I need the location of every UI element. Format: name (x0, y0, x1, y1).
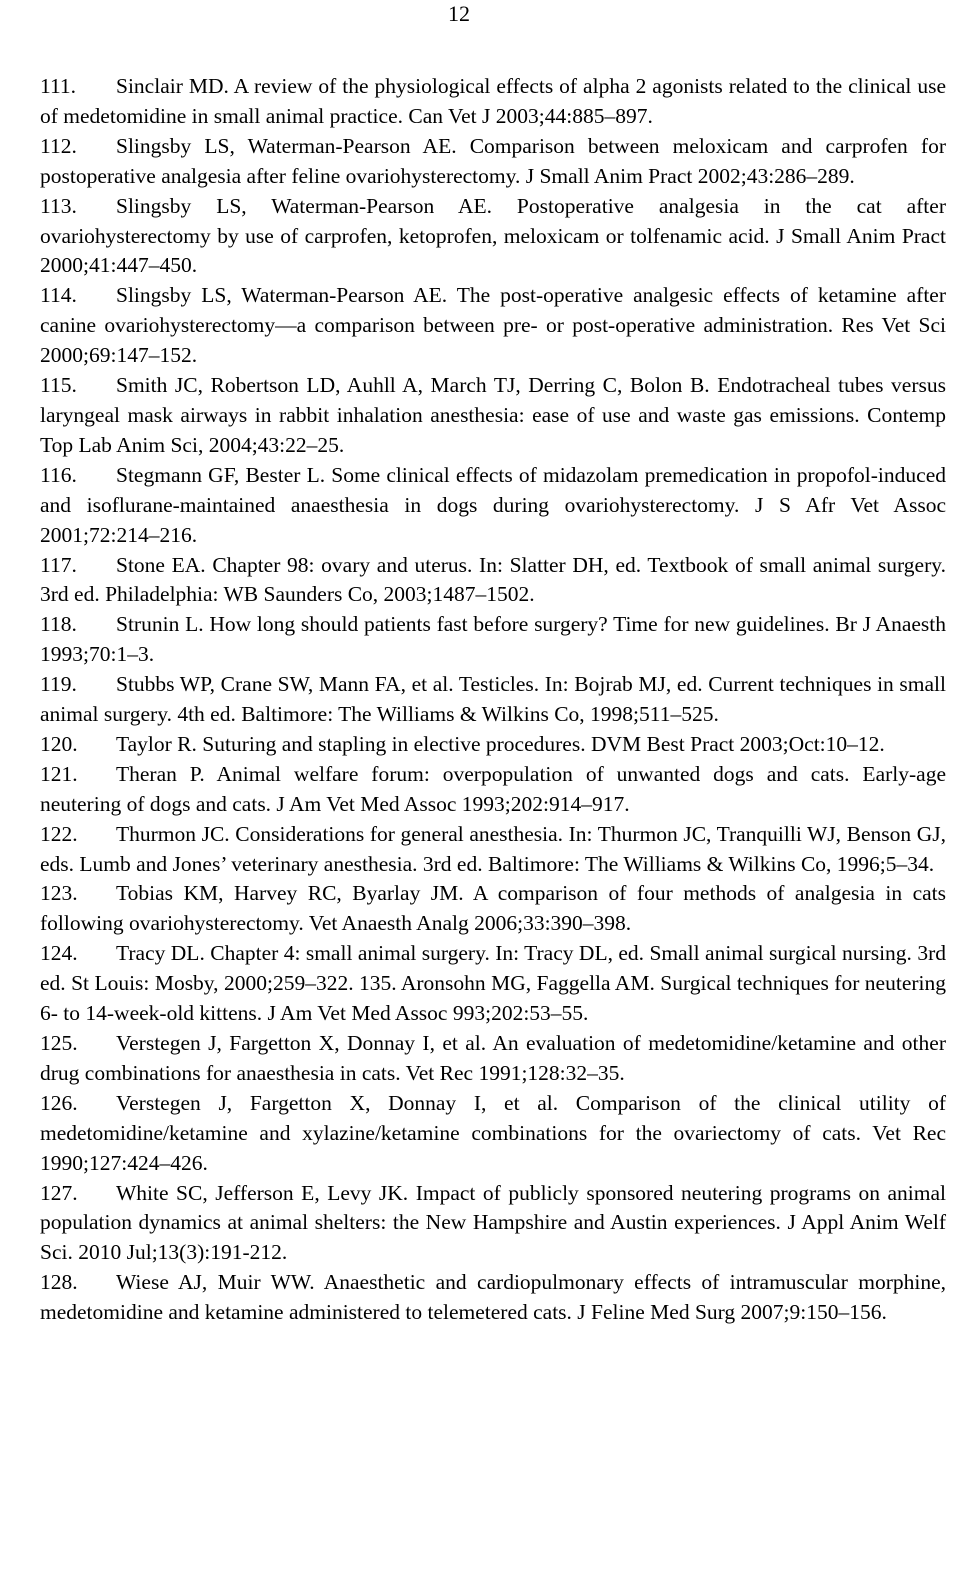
reference-item (40, 192, 946, 282)
reference-number: 112. (40, 133, 77, 158)
reference-text: Slingsby LS, Waterman-Pearson AE. Comparison between meloxicam and carprofen for postoperative analgesia after feline ovariohysterectomy. J Small Anim Pract 2002;43:286–289. (40, 133, 946, 188)
reference-text: Smith JC, Robertson LD, Auhll A, March TJ, Derring C, Bolon B. Endotracheal tubes versus laryngeal mask airways in rabbit inhalation anesthesia: ease of use and waste gas emissions. Contemp Top Lab Anim Sci, 2004;43:22–25. (40, 373, 946, 457)
reference-number: 127. (40, 1180, 78, 1205)
reference-item (40, 1089, 946, 1179)
reference-text: Theran P. Animal welfare forum: overpopulation of unwanted dogs and cats. Early-age neutering of dogs and cats. J Am Vet Med Assoc 1993;202:914–917. (40, 761, 946, 816)
reference-text: Slingsby LS, Waterman-Pearson AE. The post-operative analgesic effects of ketamine after canine ovariohysterectomy—a comparison between pre- or post-operative administration. Res Vet Sci 2000;69:147–152. (40, 283, 946, 368)
reference-text: Stone EA. Chapter 98: ovary and uterus. In: Slatter DH, ed. Textbook of small animal surgery. 3rd ed. Philadelphia: WB Saunders Co, 2003;1487–1502. (40, 552, 946, 607)
reference-item (40, 939, 946, 1029)
reference-item (40, 132, 946, 192)
reference-item (40, 730, 946, 760)
reference-item (40, 1029, 946, 1089)
reference-number: 122. (40, 821, 78, 846)
reference-item (40, 461, 946, 551)
reference-number: 126. (40, 1090, 78, 1115)
reference-item (40, 281, 946, 371)
reference-item (40, 371, 946, 461)
reference-number: 111. (40, 74, 77, 98)
reference-item (40, 1179, 946, 1269)
reference-text: Tobias KM, Harvey RC, Byarlay JM. A comparison of four methods of analgesia in cats following ovariohysterectomy. Vet Anaesth Analg 2006;33:390–398. (40, 881, 946, 936)
reference-item (40, 610, 946, 670)
reference-text: Taylor R. Suturing and stapling in elective procedures. DVM Best Pract 2003;Oct:10–12. (116, 731, 885, 756)
reference-text: Stubbs WP, Crane SW, Mann FA, et al. Testicles. In: Bojrab MJ, ed. Current techniques in small animal surgery. 4th ed. Baltimore: The Williams & Wilkins Co, 1998;511–525. (40, 672, 946, 727)
reference-number: 119. (40, 672, 77, 697)
reference-text: White SC, Jefferson E, Levy JK. Impact of publicly sponsored neutering programs on animal population dynamics at animal shelters: the New Hampshire and Austin experiences. J Appl Anim Welf Sci. 2010 Jul;13(3):191-212. (40, 1180, 946, 1265)
reference-item (40, 670, 946, 730)
reference-number: 118. (40, 612, 77, 637)
reference-text: Verstegen J, Fargetton X, Donnay I, et al. Comparison of the clinical utility of medetomidine/ketamine and xylazine/ketamine combinations for the ovariectomy of cats. Vet Rec 1990;127:424–426. (40, 1090, 946, 1175)
reference-number: 113. (40, 193, 77, 218)
reference-text: Stegmann GF, Bester L. Some clinical effects of midazolam premedication in propofol-induced and isoflurane-maintained anaesthesia in dogs during ovariohysterectomy. J S Afr Vet Assoc 2001;72:214–216. (40, 462, 946, 547)
reference-text: Sinclair MD. A review of the physiological effects of alpha 2 agonists related to the clinical use of medetomidine in small animal practice. Can Vet J 2003;44:885–897. (40, 74, 946, 128)
reference-text: Strunin L. How long should patients fast before surgery? Time for new guidelines. Br J Anaesth 1993;70:1–3. (40, 612, 946, 667)
page-number: 12 (448, 1, 470, 26)
reference-item (40, 551, 946, 611)
reference-item (40, 760, 946, 820)
reference-text: Thurmon JC. Considerations for general anesthesia. In: Thurmon JC, Tranquilli WJ, Benson GJ, eds. Lumb and Jones’ veterinary anesthesia. 3rd ed. Baltimore: The Williams & Wilkins Co, 1996;5–34. (40, 821, 946, 876)
reference-item (40, 1268, 946, 1328)
reference-number: 124. (40, 941, 78, 966)
reference-number: 125. (40, 1031, 78, 1055)
reference-text: Tracy DL. Chapter 4: small animal surgery. In: Tracy DL, ed. Small animal surgical nursing. 3rd ed. St Louis: Mosby, 2000;259–322. 135. Aronsohn MG, Faggella AM. Surgical techniques for neutering 6- to 14-week-old kittens. J Am Vet Med Assoc 993;202:53–55. (40, 941, 946, 1026)
reference-number: 114. (40, 283, 77, 308)
reference-number: 115. (40, 373, 77, 398)
reference-text: Verstegen J, Fargetton X, Donnay I, et al. An evaluation of medetomidine/ketamine and other drug combinations for anaesthesia in cats. Vet Rec 1991;128:32–35. (40, 1031, 946, 1085)
reference-item (40, 820, 946, 880)
reference-list (40, 72, 946, 1328)
reference-item (40, 879, 946, 939)
reference-number: 121. (40, 761, 78, 786)
reference-item (40, 72, 946, 132)
reference-number: 123. (40, 881, 78, 906)
reference-text: Slingsby LS, Waterman-Pearson AE. Postoperative analgesia in the cat after ovariohysterectomy by use of carprofen, ketoprofen, meloxicam or tolfenamic acid. J Small Anim Pract 2000;41:447–450. (40, 193, 946, 278)
reference-number: 116. (40, 462, 77, 487)
reference-text: Wiese AJ, Muir WW. Anaesthetic and cardiopulmonary effects of intramuscular morphine, medetomidine and ketamine administered to telemetered cats. J Feline Med Surg 2007;9:150–156. (40, 1270, 946, 1325)
reference-number: 120. (40, 731, 78, 756)
reference-number: 117. (40, 552, 77, 577)
reference-number: 128. (40, 1270, 78, 1295)
